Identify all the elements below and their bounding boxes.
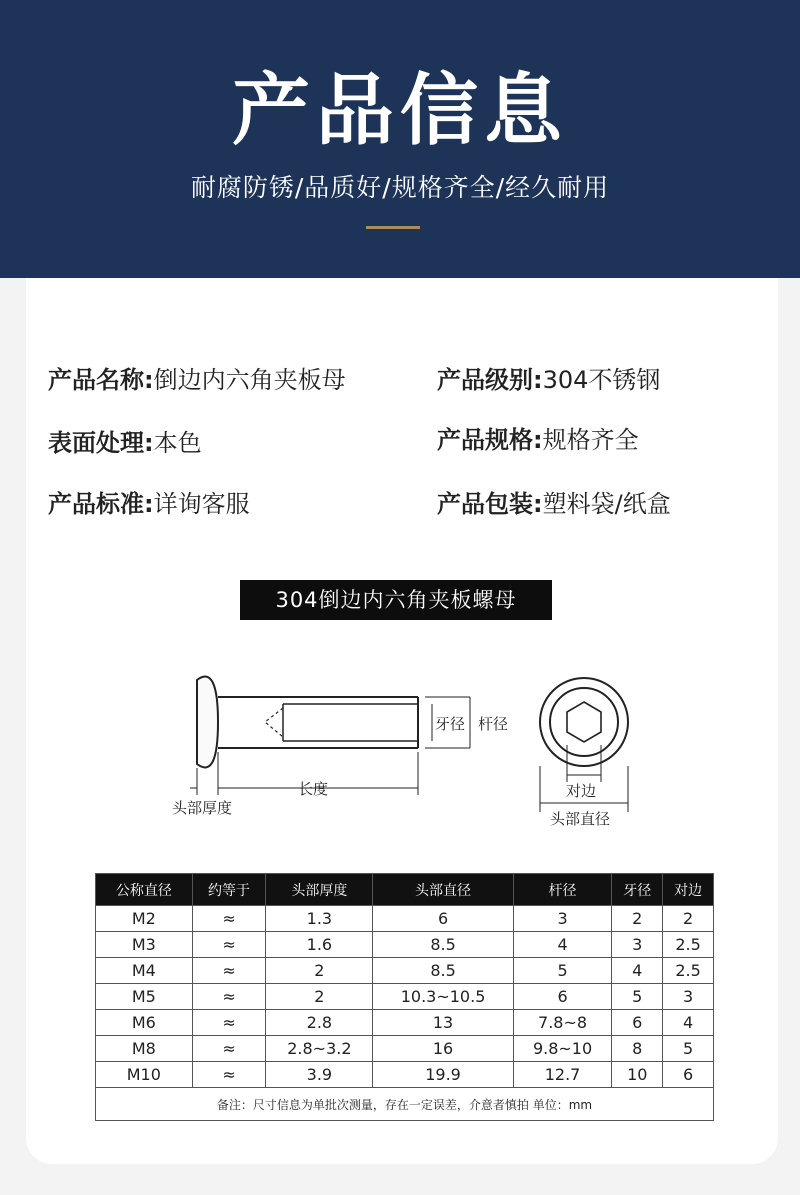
table-cell: ≈: [192, 906, 266, 932]
table-cell: 5: [663, 1036, 714, 1062]
spec-table: [95, 873, 714, 1121]
table-cell: 3: [612, 932, 663, 958]
table-note-row: [96, 1088, 714, 1121]
table-cell: 4: [663, 1010, 714, 1036]
table-cell: 5: [612, 984, 663, 1010]
table-row: [96, 906, 714, 932]
table-cell: ≈: [192, 1036, 266, 1062]
table-cell: ≈: [192, 958, 266, 984]
table-cell: 2.8~3.2: [266, 1036, 373, 1062]
table-cell: 2: [612, 906, 663, 932]
table-note: 备注：尺寸信息为单批次测量，存在一定误差，介意者慎拍 单位：mm: [96, 1088, 714, 1121]
table-cell: 6: [513, 984, 612, 1010]
table-row: [96, 1010, 714, 1036]
table-cell: ≈: [192, 984, 266, 1010]
table-cell: 9.8~10: [513, 1036, 612, 1062]
spec-standard: 产品标准:详询客服: [48, 490, 250, 518]
table-cell: M3: [96, 932, 193, 958]
section-title: 304倒边内六角夹板螺母: [240, 580, 552, 620]
table-cell: 1.6: [266, 932, 373, 958]
spec-package: 产品包装:塑料袋/纸盒: [437, 490, 671, 518]
table-cell: 6: [663, 1062, 714, 1088]
table-header-row: [96, 874, 714, 906]
col-header: 杆径: [513, 874, 612, 906]
page-title: 产品信息: [231, 66, 568, 156]
col-header: 约等于: [192, 874, 266, 906]
col-header: 公称直径: [96, 874, 193, 906]
table-cell: 8: [612, 1036, 663, 1062]
table-cell: 2.5: [663, 958, 714, 984]
table-cell: 10.3~10.5: [373, 984, 513, 1010]
table-cell: ≈: [192, 1062, 266, 1088]
table-cell: M10: [96, 1062, 193, 1088]
page-subtitle: 耐腐防锈/品质好/规格齐全/经久耐用: [190, 173, 610, 202]
table-cell: M2: [96, 906, 193, 932]
table-cell: 13: [373, 1010, 513, 1036]
table-cell: 8.5: [373, 932, 513, 958]
label-length: 长度: [298, 780, 329, 798]
table-cell: 1.3: [266, 906, 373, 932]
table-cell: 2.8: [266, 1010, 373, 1036]
table-cell: 12.7: [513, 1062, 612, 1088]
spec-grade: 产品级别:304不锈钢: [437, 366, 661, 394]
table-cell: 3: [513, 906, 612, 932]
table-cell: 6: [373, 906, 513, 932]
label-rod: 杆径: [478, 715, 509, 733]
table-row: [96, 932, 714, 958]
table-cell: 10: [612, 1062, 663, 1088]
col-header: 牙径: [612, 874, 663, 906]
spec-size: 产品规格:规格齐全: [437, 426, 639, 454]
table-cell: 19.9: [373, 1062, 513, 1088]
label-head-diameter: 头部直径: [550, 810, 611, 828]
table-cell: 3.9: [266, 1062, 373, 1088]
table-cell: 4: [513, 932, 612, 958]
table-cell: ≈: [192, 1010, 266, 1036]
col-header: 对边: [663, 874, 714, 906]
table-cell: 2.5: [663, 932, 714, 958]
table-cell: 2: [266, 958, 373, 984]
table-cell: ≈: [192, 932, 266, 958]
label-head-thickness: 头部厚度: [172, 799, 233, 817]
table-cell: M6: [96, 1010, 193, 1036]
table-cell: 2: [266, 984, 373, 1010]
col-header: 头部直径: [373, 874, 513, 906]
spec-name: 产品名称:倒边内六角夹板母: [48, 366, 346, 394]
table-cell: 5: [513, 958, 612, 984]
table-cell: 8.5: [373, 958, 513, 984]
table-row: [96, 984, 714, 1010]
table-cell: 7.8~8: [513, 1010, 612, 1036]
table-row: [96, 1036, 714, 1062]
spec-surface: 表面处理:本色: [48, 429, 202, 457]
col-header: 头部厚度: [266, 874, 373, 906]
table-row: [96, 1062, 714, 1088]
table-cell: M8: [96, 1036, 193, 1062]
table-cell: 16: [373, 1036, 513, 1062]
table-cell: 6: [612, 1010, 663, 1036]
table-cell: 4: [612, 958, 663, 984]
label-across-flats: 对边: [566, 782, 597, 800]
table-cell: M4: [96, 958, 193, 984]
label-thread: 牙径: [435, 715, 466, 733]
table-cell: 2: [663, 906, 714, 932]
table-cell: 3: [663, 984, 714, 1010]
table-cell: M5: [96, 984, 193, 1010]
table-row: [96, 958, 714, 984]
